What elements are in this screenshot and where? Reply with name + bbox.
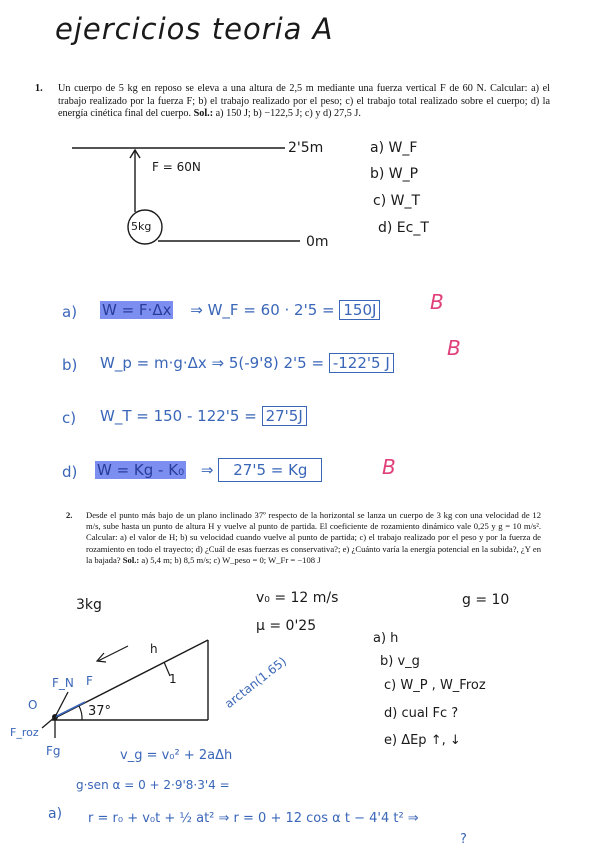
answer-a-highlight: W = F·Δx xyxy=(102,301,172,319)
label-one: 1 xyxy=(169,672,177,686)
grade-mark-a: B xyxy=(430,290,444,314)
exercise-2-number: 2. xyxy=(66,510,73,520)
ex1-list-c: c) W_T xyxy=(373,193,421,209)
diagram-mass-label: 5kg xyxy=(131,220,152,233)
label-arctan: arctan(1.65) xyxy=(222,654,290,712)
ex1-list-d: d) Ec_T xyxy=(378,220,429,236)
eq-r: r = r₀ + v₀t + ½ at² ⇒ r = 0 + 12 cos α t − 4'4 t² ⇒ xyxy=(88,811,419,826)
exercise-1-sol: a) 150 J; b) −122,5 J; c) y d) 27,5 J. xyxy=(215,108,361,120)
diagram-bottom-label: 0m xyxy=(306,234,329,250)
answer-c-result: 27'5J xyxy=(262,406,307,426)
answer-c-work: W_T = 150 - 122'5 = xyxy=(100,407,257,425)
label-f: F xyxy=(86,674,93,688)
grade-mark-b: B xyxy=(447,336,461,360)
ex2-list-e: e) ΔEp ↑, ↓ xyxy=(384,733,461,748)
label-angle: 37° xyxy=(88,704,112,719)
eq-question: ? xyxy=(460,832,467,847)
ex2-list-c: c) W_P , W_Froz xyxy=(384,678,486,693)
exercise-1-statement: Un cuerpo de 5 kg en reposo se eleva a una altura de 2,5 m mediante una fuerza vertical F de 60 N. Calcular: a) el trabajo realizado por la fuerza F; b) el trabajo realizado por el peso; c) el trabajo total realizado sobre el cuerpo; d) la energía cinética final del cuerpo. xyxy=(58,83,550,120)
eq-vg: v_g = v₀² + 2aΔh xyxy=(120,748,233,763)
exercise-1-number: 1. xyxy=(35,83,43,94)
answer-d-label: d) xyxy=(62,463,78,481)
label-froz: F_roz xyxy=(10,726,39,739)
ex2-list-b: b) v_g xyxy=(380,654,420,669)
exercise-2-statement: Desde el punto más bajo de un plano inclinado 37º respecto de la horizontal se lanza un cuerpo de 3 kg con una velocidad de 12 m/s, sube hasta un punto de altura H y vuelve al punto de partida. El coeficiente de rozamiento dinámico vale 0,25 y g = 10 m/s². Calcular: a) el valor de H; b) su velocidad cuando vuelve al punto de partida; c) el trabajo realizado por el peso y por la fuerza de rozamiento en todo el trayecto; d) ¿Cuál de esas fuerzas es conservativa?; e) ¿Cuánto varía la energía potencial en la subida?, ¿Y en la bajada? xyxy=(86,510,541,565)
answer-a-work: ⇒ W_F = 60 · 2'5 = xyxy=(190,301,335,319)
answer-d-result: 27'5 = Kg xyxy=(218,458,322,482)
answer-b-label: b) xyxy=(62,356,78,374)
exercise-1-sol-label: Sol.: xyxy=(193,108,214,120)
answer-b-work: W_p = m·g·Δx ⇒ 5(-9'8) 2'5 = xyxy=(100,354,325,372)
ex2-list-a: a) h xyxy=(373,631,399,646)
answer-a-label: a) xyxy=(62,303,78,321)
ex2-mass: 3kg xyxy=(76,597,102,613)
ex2-v0: v₀ = 12 m/s xyxy=(256,590,339,606)
answer-d-work: ⇒ xyxy=(200,461,214,479)
ex2-list-d: d) cual Fc ? xyxy=(384,706,459,721)
answer-d-highlight: W = Kg - K₀ xyxy=(97,461,185,479)
answer-b-result: -122'5 J xyxy=(329,353,394,373)
label-fn: F_N xyxy=(52,676,74,690)
ex2-mu: μ = 0'25 xyxy=(256,618,317,634)
ex1-list-b: b) W_P xyxy=(370,166,419,182)
answer-c-label: c) xyxy=(62,409,77,427)
answer-a-result: 150J xyxy=(339,300,380,320)
ex1-list-a: a) W_F xyxy=(370,140,418,156)
ex2-g: g = 10 xyxy=(462,592,510,608)
eq-g-sen: g·sen α = 0 + 2·9'8·3'4 = xyxy=(76,778,230,792)
eq-a-label: a) xyxy=(48,806,63,822)
grade-mark-d: B xyxy=(382,455,396,479)
diagram-top-label: 2'5m xyxy=(288,140,324,156)
label-origin: O xyxy=(28,698,38,712)
label-fg: Fg xyxy=(46,744,61,758)
page-title: ejercicios teoria A xyxy=(55,12,334,46)
label-h: h xyxy=(150,642,158,656)
diagram-force-label: F = 60N xyxy=(152,160,201,174)
exercise-2-sol-label: Sol.: xyxy=(122,554,140,565)
exercise-2-sol: a) 5,4 m; b) 8,5 m/s; c) W_peso = 0; W_Fr = −108 J xyxy=(141,554,321,565)
